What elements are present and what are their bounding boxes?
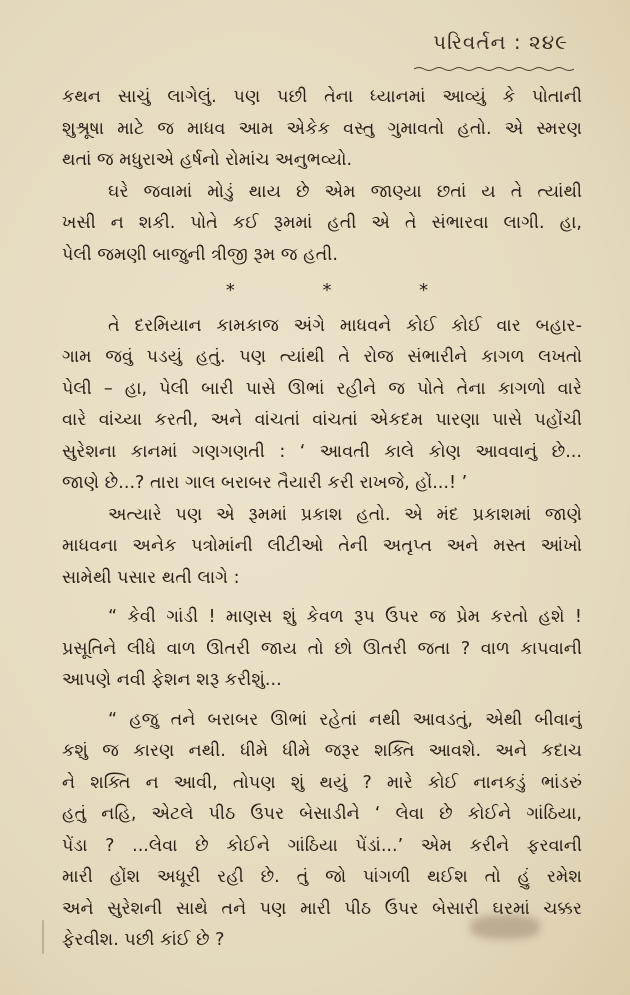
section-break — [62, 271, 582, 303]
ink-smudge — [470, 915, 540, 939]
body-text — [62, 82, 582, 957]
text-line: મારી હોંશ અધૂરી રહી છે. તું જો પાંગળી થઈશ તો હું રમેશ — [62, 867, 582, 887]
text-line: વારે વાંચ્યા કરતી, અને વાંચતાં વાંચતાં એકદમ પારણા પાસે પહોંચી — [62, 410, 582, 430]
text-line: “ કેવી ગાંડી ! માણસ શું કેવળ રૂપ ઉપર જ પ્રેમ કરતો હશે ! — [108, 607, 582, 627]
text-line: ગામ જવું પડયું હતું. પણ ત્યાંથી તે રોજ સંભારીને કાગળ લખતો — [62, 347, 582, 367]
text-line: ને શક્તિ ન આવી, તોપણ શું થયું ? મારે કોઈ નાનકડું ભાંડરું — [62, 772, 582, 793]
section-break-star: * — [419, 280, 429, 301]
text-line: સુરેશના કાનમાં ગણગણતી : ‘ આવતી કાલે કોણ આવવાનું છે... — [62, 441, 582, 462]
text-line: તે દરમિયાન કામકાજ અંગે માધવને કોઈ કોઈ વાર બહાર- — [108, 315, 582, 336]
text-line: પેલી – હા, પેલી બારી પાસે ઊભાં રહીને જ પોતે તેના કાગળો વારે — [62, 378, 582, 399]
running-header: પરિવર્તન : ૨૪૯ — [433, 30, 568, 54]
section-break-star: * — [225, 280, 235, 301]
text-line: કશું જ કારણ નથી. ધીમે ધીમે જરૂર શક્તિ આવશે. અને કદાચ — [62, 741, 582, 761]
paragraph-1 — [62, 82, 582, 177]
text-line: કથન સાચું લાગેલું. પણ પછી તેના ધ્યાનમાં આવ્યું કે પોતાની — [62, 87, 582, 107]
text-line: પ્રસૂતિને લીધે વાળ ઊતરી જાય તો છો ઊતરી જતા ? વાળ કાપવાની — [62, 638, 582, 659]
paragraph-3 — [62, 311, 582, 500]
text-line: સામેથી પસાર થતી લાગે : — [62, 567, 240, 588]
text-line: થતાં જ મધુરાએ હર્ષનો રોમાંચ અનુભવ્યો. — [62, 150, 353, 170]
paragraph-2 — [62, 177, 582, 272]
text-line: ઘરે જવામાં મોડું થાય છે એમ જાણ્યા છતાં ય તે ત્યાંથી — [108, 181, 582, 202]
text-line: શુશ્રૂષા માટે જ માધવ આમ એકેક વસ્તુ ગુમાવતો હતો. એ સ્મરણ — [62, 118, 582, 139]
text-line: ખસી ન શકી. પોતે કઈ રૂમમાં હતી એ તે સંભારવા લાગી. હા, — [62, 213, 582, 233]
text-line: જાણે છે...? તારા ગાલ બરાબર તૈયારી કરી રાખજે, હોં...! ’ — [62, 473, 468, 493]
text-line: આપણે નવી ફેશન શરૂ કરીશું... — [62, 670, 282, 690]
section-break-star: * — [322, 280, 332, 301]
margin-mark — [42, 920, 44, 954]
text-line: અને સુરેશની સાથે તને પણ મારી પીઠ ઉપર બેસારી ઘરમાં ચક્કર — [62, 898, 582, 919]
header-wavy-rule — [414, 66, 574, 72]
paragraph-4 — [62, 500, 582, 595]
text-line: માધવના અનેક પત્રોમાંની લીટીઓ તેની અતૃપ્ત અને મસ્ત આંખો — [62, 536, 582, 556]
text-line: અત્યારે પણ એ રૂમમાં પ્રકાશ હતો. એ મંદ પ્રકાશમાં જાણે — [108, 504, 582, 525]
text-line: હતું નહિ, એટલે પીઠ ઉપર બેસાડીને ‘ લેવા છે કોઈને ગાંઠિયા, — [62, 804, 582, 824]
text-line: પેંડા ? ...લેવા છે કોઈને ગાંઠિયા પેંડાં...’ એમ કરીને ફરવાની — [62, 835, 582, 856]
paragraph-5 — [62, 602, 582, 697]
text-line: “ હજુ તને બરાબર ઊભાં રહેતાં નથી આવડતું, એથી બીવાનું — [108, 709, 582, 730]
text-line: પેલી જમણી બાજુની ત્રીજી રૂમ જ હતી. — [62, 244, 338, 265]
text-line: ફેરવીશ. પછી કાંઈ છે ? — [62, 930, 225, 950]
